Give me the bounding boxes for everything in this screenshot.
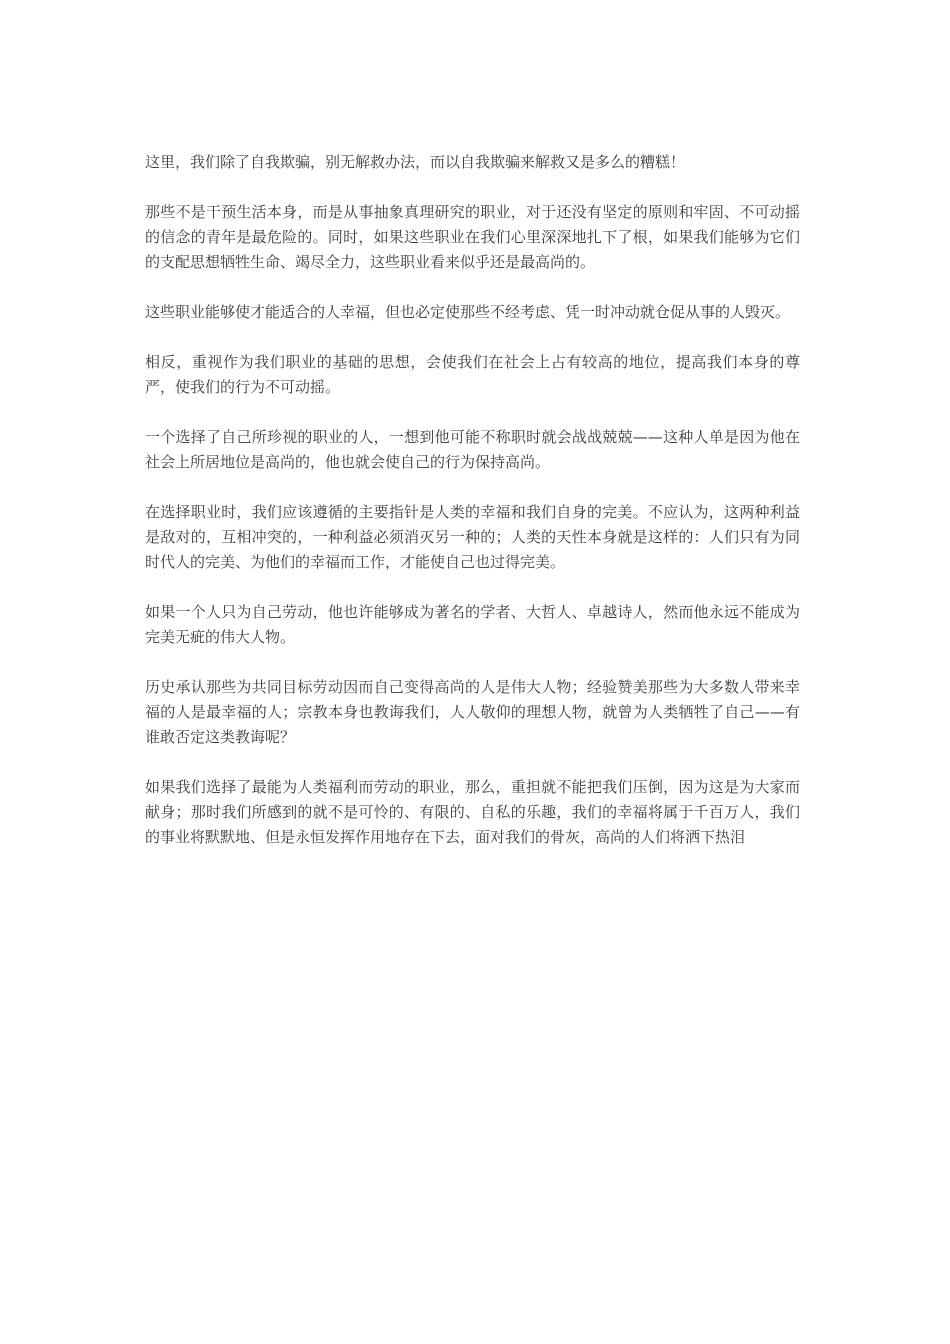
paragraph-7: 如果一个人只为自己劳动，他也许能够成为著名的学者、大哲人、卓越诗人，然而他永远不能成为完美无疵的伟大人物。	[145, 603, 800, 646]
paragraph-8: 历史承认那些为共同目标劳动因而自己变得高尚的人是伟大人物；经验赞美那些为大多数人带来幸福的人是最幸福的人；宗教本身也教诲我们，人人敬仰的理想人物，就曾为人类牺牲了自己——有谁敢否定这类教诲呢？	[145, 678, 800, 746]
paragraph-5: 一个选择了自己所珍视的职业的人，一想到他可能不称职时就会战战兢兢——这种人单是因为他在社会上所居地位是高尚的，他也就会使自己的行为保持高尚。	[145, 428, 800, 471]
paragraph-4: 相反，重视作为我们职业的基础的思想，会使我们在社会上占有较高的地位，提高我们本身的尊严，使我们的行为不可动摇。	[145, 353, 800, 396]
paragraph-1: 这里，我们除了自我欺骗，别无解救办法，而以自我欺骗来解救又是多么的糟糕！	[145, 153, 686, 171]
paragraph-6: 在选择职业时，我们应该遵循的主要指针是人类的幸福和我们自身的完美。不应认为，这两种利益是敌对的，互相冲突的，一种利益必须消灭另一种的；人类的天性本身就是这样的：人们只有为同时代人的完美、为他们的幸福而工作，才能使自己也过得完美。	[145, 503, 800, 571]
paragraph-9: 如果我们选择了最能为人类福利而劳动的职业，那么，重担就不能把我们压倒，因为这是为大家而献身；那时我们所感到的就不是可怜的、有限的、自私的乐趣，我们的幸福将属于千百万人，我们的事业将默默地、但是永恒发挥作用地存在下去，面对我们的骨灰，高尚的人们将洒下热泪	[145, 778, 800, 846]
paragraph-2: 那些不是干预生活本身，而是从事抽象真理研究的职业，对于还没有坚定的原则和牢固、不可动摇的信念的青年是最危险的。同时，如果这些职业在我们心里深深地扎下了根，如果我们能够为它们的支配思想牺牲生命、竭尽全力，这些职业看来似乎还是最高尚的。	[145, 203, 800, 271]
document-body	[145, 150, 800, 875]
paragraph-3: 这些职业能够使才能适合的人幸福，但也必定使那些不经考虑、凭一时冲动就仓促从事的人毁灭。	[145, 303, 791, 321]
